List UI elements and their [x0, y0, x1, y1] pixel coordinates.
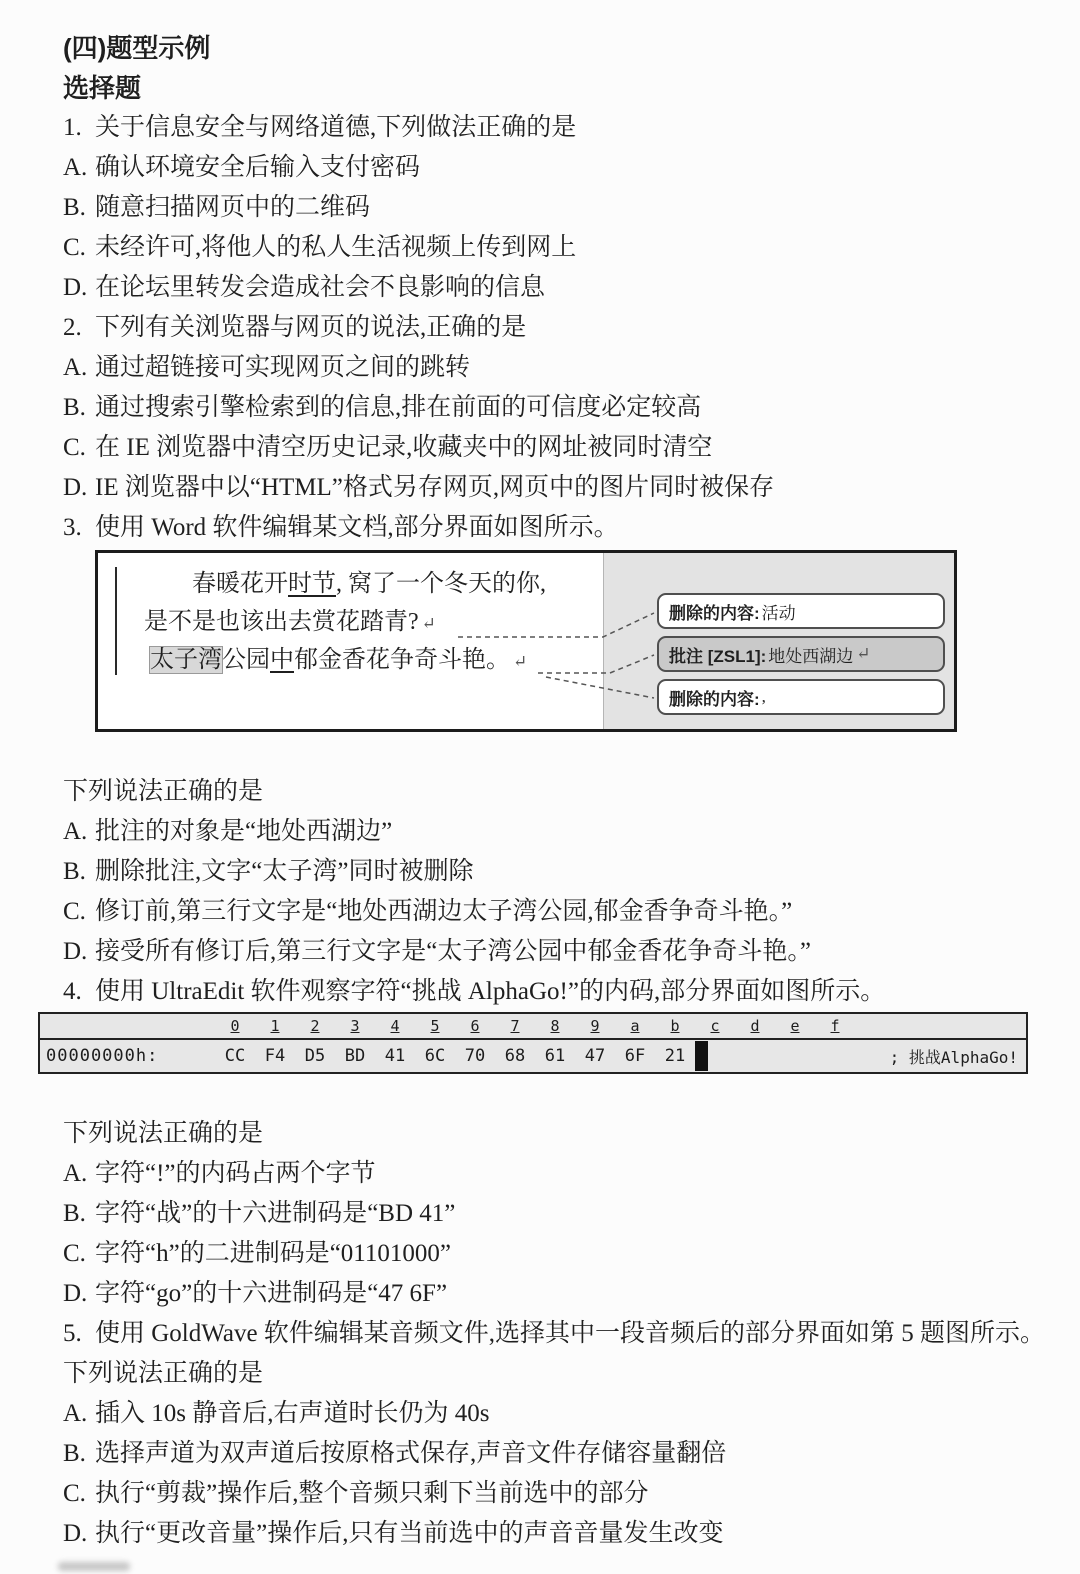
hex-col-label: c — [710, 1017, 720, 1035]
question-5-option-a: A. 插入 10s 静音后,右声道时长仍为 40s — [63, 1394, 1054, 1434]
balloon-label: 删除的内容: — [669, 689, 760, 709]
word-doc-text-area — [98, 553, 603, 729]
hex-col-label: 0 — [230, 1017, 240, 1035]
doc-line-3: 太子湾公园中郁金香花争奇斗艳。 ↵ — [150, 647, 528, 673]
option-label: C. — [63, 434, 86, 461]
hex-col-label: b — [670, 1017, 680, 1035]
option-label: D. — [63, 474, 88, 501]
option-label: D. — [63, 274, 88, 301]
inserted-text: 时节 — [288, 571, 336, 597]
hex-col-label: 7 — [510, 1017, 520, 1035]
question-3-followup: 下列说法正确的是 — [63, 778, 264, 805]
deletion-balloon-1: 删除的内容: 活动 — [657, 593, 945, 629]
question-4-option-d: D. 字符“go”的十六进制码是“47 6F” — [63, 1274, 1054, 1314]
question-number: 5. — [63, 1320, 82, 1347]
comment-anchor-highlight: 太子湾 — [150, 647, 222, 673]
question-5-option-c: C. 执行“剪裁”操作后,整个音频只剩下当前选中的部分 — [63, 1474, 1054, 1514]
doc-line-2: 是不是也该出去赏花踏青? ↵ — [144, 609, 436, 635]
section-heading: (四)题型示例 — [63, 33, 211, 63]
option-label: A. — [63, 1160, 88, 1187]
hex-col-label: 6 — [470, 1017, 480, 1035]
option-label: B. — [63, 858, 86, 885]
page-footer-artifact — [58, 1562, 130, 1571]
question-3-option-d: D. 接受所有修订后,第三行文字是“太子湾公园中郁金香花争奇斗艳。” — [63, 932, 1054, 972]
hex-byte: 41 — [384, 1046, 406, 1066]
question-2-option-a: A. 通过超链接可实现网页之间的跳转 — [63, 348, 1054, 388]
hex-col-label: e — [790, 1017, 800, 1035]
hex-byte: BD — [344, 1046, 366, 1066]
hex-col-label: a — [630, 1017, 640, 1035]
hex-byte: CC — [224, 1046, 246, 1066]
question-1-option-c: C. 未经许可,将他人的私人生活视频上传到网上 — [63, 228, 1054, 268]
hex-ascii-text: ; 挑战AlphaGo! — [889, 1047, 1018, 1067]
question-5-option-b: B. 选择声道为双声道后按原格式保存,声音文件存储容量翻倍 — [63, 1434, 1054, 1474]
option-label: A. — [63, 1400, 88, 1427]
question-4-option-a: A. 字符“!”的内码占两个字节 — [63, 1154, 1054, 1194]
question-5-followup: 下列说法正确的是 — [63, 1360, 264, 1387]
paragraph-mark-icon: ↵ — [513, 652, 528, 671]
hex-byte: 6F — [624, 1046, 646, 1066]
option-label: C. — [63, 898, 86, 925]
question-2-stem: 2. 下列有关浏览器与网页的说法,正确的是 — [63, 308, 1054, 348]
hex-byte: 6C — [424, 1046, 446, 1066]
option-label: C. — [63, 1480, 86, 1507]
hex-col-label: 2 — [310, 1017, 320, 1035]
question-2-option-d: D. IE 浏览器中以“HTML”格式另存网页,网页中的图片同时被保存 — [63, 468, 1054, 508]
option-label: B. — [63, 194, 86, 221]
balloon-label: 批注 [ZSL1]: — [669, 646, 767, 666]
hex-cursor — [695, 1041, 708, 1071]
question-4-option-c: C. 字符“h”的二进制码是“01101000” — [63, 1234, 1054, 1274]
hex-col-label: 3 — [350, 1017, 360, 1035]
option-label: D. — [63, 938, 88, 965]
hex-col-label: 4 — [390, 1017, 400, 1035]
hex-byte: 68 — [504, 1046, 526, 1066]
option-label: B. — [63, 1200, 86, 1227]
question-2-option-b: B. 通过搜索引擎检索到的信息,排在前面的可信度必定较高 — [63, 388, 1054, 428]
question-number: 3. — [63, 514, 82, 541]
hex-editor-figure — [38, 1012, 1028, 1074]
revision-change-bar — [115, 567, 117, 675]
question-3-option-c: C. 修订前,第三行文字是“地处西湖边太子湾公园,郁金香争奇斗艳。” — [63, 892, 1054, 932]
question-1-option-a: A. 确认环境安全后输入支付密码 — [63, 148, 1054, 188]
option-label: C. — [63, 234, 86, 261]
question-4-followup: 下列说法正确的是 — [63, 1120, 264, 1147]
option-label: D. — [63, 1280, 88, 1307]
question-4-option-b: B. 字符“战”的十六进制码是“BD 41” — [63, 1194, 1054, 1234]
question-3-stem: 3. 使用 Word 软件编辑某文档,部分界面如图所示。 — [63, 508, 1054, 548]
option-label: D. — [63, 1520, 88, 1547]
hex-column-header — [40, 1014, 1026, 1040]
question-1-option-d: D. 在论坛里转发会造成社会不良影响的信息 — [63, 268, 1054, 308]
hex-byte: D5 — [304, 1046, 326, 1066]
hex-col-label: 8 — [550, 1017, 560, 1035]
question-number: 2. — [63, 314, 82, 341]
hex-byte: 21 — [664, 1046, 686, 1066]
question-3-option-a: A. 批注的对象是“地处西湖边” — [63, 812, 1054, 852]
question-number: 4. — [63, 978, 82, 1005]
option-label: A. — [63, 354, 88, 381]
option-label: B. — [63, 1440, 86, 1467]
hex-byte: 61 — [544, 1046, 566, 1066]
deletion-balloon-2: 删除的内容: , — [657, 679, 945, 715]
option-label: A. — [63, 154, 88, 181]
question-5-stem: 5. 使用 GoldWave 软件编辑某音频文件,选择其中一段音频后的部分界面如第 5 题图所示。 — [63, 1314, 1054, 1354]
question-4-stem: 4. 使用 UltraEdit 软件观察字符“挑战 AlphaGo!”的内码,部分界面如图所示。 — [63, 972, 1054, 1012]
question-5-option-d: D. 执行“更改音量”操作后,只有当前选中的声音音量发生改变 — [63, 1514, 1054, 1554]
hex-col-label: 5 — [430, 1017, 440, 1035]
question-3-option-b: B. 删除批注,文字“太子湾”同时被删除 — [63, 852, 1054, 892]
hex-data-row — [40, 1040, 1026, 1072]
hex-byte: 47 — [584, 1046, 606, 1066]
question-1-option-b: B. 随意扫描网页中的二维码 — [63, 188, 1054, 228]
hex-col-label: 1 — [270, 1017, 280, 1035]
subsection-heading: 选择题 — [63, 73, 142, 103]
paragraph-mark-icon: ↵ — [421, 614, 436, 633]
inserted-text: 中 — [270, 647, 294, 673]
revision-balloon-panel — [603, 553, 954, 729]
paragraph-mark-icon: ↵ — [856, 644, 871, 663]
option-label: C. — [63, 1240, 86, 1267]
doc-line-1: 春暖花开时节, 窝了一个冬天的你, — [192, 571, 546, 597]
question-number: 1. — [63, 114, 82, 141]
hex-cursor-cell — [695, 1041, 735, 1071]
option-label: B. — [63, 394, 86, 421]
hex-address: 00000000h: — [46, 1046, 159, 1066]
balloon-label: 删除的内容: — [669, 603, 760, 623]
hex-col-label: 9 — [590, 1017, 600, 1035]
comment-balloon: 批注 [ZSL1]: 地处西湖边 ↵ — [657, 636, 945, 672]
option-label: A. — [63, 818, 88, 845]
hex-col-label: f — [830, 1017, 840, 1035]
question-1-stem: 1. 关于信息安全与网络道德,下列做法正确的是 — [63, 108, 1054, 148]
hex-byte: 70 — [464, 1046, 486, 1066]
hex-byte: F4 — [264, 1046, 286, 1066]
question-2-option-c: C. 在 IE 浏览器中清空历史记录,收藏夹中的网址被同时清空 — [63, 428, 1054, 468]
hex-col-label: d — [750, 1017, 760, 1035]
word-document-figure — [95, 550, 957, 732]
